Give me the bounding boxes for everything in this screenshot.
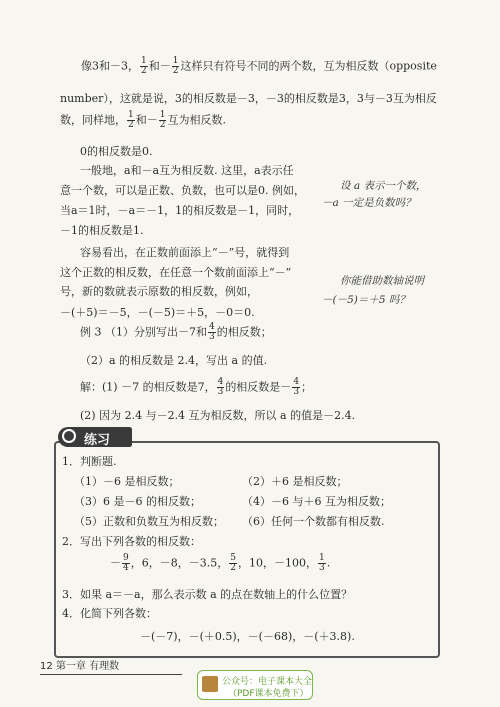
page-footer: 12 第一章 有理数 <box>40 661 120 672</box>
para2-line1: 一般地，a和－a互为相反数. 这里，a表示任 <box>80 164 294 177</box>
para3-line3: 号，新的数就表示原数的相反数，例如， <box>60 285 258 298</box>
exercise-q1: 1．判断题. <box>62 455 117 468</box>
fraction-den: 3 <box>318 563 325 573</box>
fraction <box>127 111 135 130</box>
side-note-2-line2: －(－5)＝＋5 吗？ <box>322 294 410 306</box>
equation-examples: －(＋5)＝－5，－(－5)＝＋5，－0＝0. <box>60 306 255 319</box>
side-note-2-line1: 你能借助数轴说明 <box>340 275 424 287</box>
text: 和－ <box>135 113 158 127</box>
side-note-1-line1: 设 a 表示一个数， <box>340 180 427 192</box>
watermark-line2: （PDF课本免费下） <box>228 689 309 699</box>
fraction-num: 1 <box>159 110 166 120</box>
exercise-item-3: （3）6 是－6 的相反数； <box>74 495 201 508</box>
fraction-den: 2 <box>172 66 179 76</box>
exercise-item-2: （2）＋6 是相反数； <box>242 475 348 488</box>
exercise-q4-list: －(－7)，－(＋0.5)，－(－68)，－(＋3.8). <box>140 630 355 643</box>
example3-part2: （2）a 的相反数是 2.4，写出 a 的值. <box>80 354 268 367</box>
fraction-num: 1 <box>128 110 134 120</box>
text: ； <box>301 380 313 394</box>
fraction-num: 5 <box>230 553 236 563</box>
exercise-q2-list <box>110 554 330 573</box>
fraction-den: 3 <box>293 387 300 397</box>
footer-rule <box>40 674 182 675</box>
fraction-num: 4 <box>217 377 224 387</box>
exercise-item-5: （5）正数和负数互为相反数； <box>74 515 224 528</box>
solution-part2: (2) 因为 2.4 与－2.4 互为相反数，所以 a 的值是－2.4. <box>80 409 356 422</box>
text: 例 3 （1）分别写出－7和 <box>80 325 207 339</box>
para3-line1: 容易看出，在正数前面添上“－”号，就得到 <box>80 246 290 259</box>
exercise-item-1: （1）－6 是相反数； <box>74 475 180 488</box>
side-note-1-line2: －a 一定是负数吗？ <box>322 197 416 209</box>
para1-line3 <box>60 111 226 130</box>
fraction-num: 4 <box>293 377 300 387</box>
fraction <box>318 554 326 573</box>
text: . <box>326 556 331 570</box>
text: 的相反数； <box>216 325 272 339</box>
fraction <box>229 554 237 573</box>
text: 像3和－3， <box>81 59 139 73</box>
exercise-q2: 2．写出下列各数的相反数： <box>62 535 201 548</box>
fraction-den: 4 <box>123 563 129 573</box>
fraction-den: 2 <box>230 563 236 573</box>
text: 的相反数是－ <box>225 380 292 394</box>
solution-part1 <box>80 378 312 397</box>
fraction-den: 3 <box>217 387 224 397</box>
fraction-num: 4 <box>209 322 215 332</box>
para1-line2: number），这就是说，3的相反数是－3，－3的相反数是3，3与－3互为相反 <box>60 92 437 105</box>
fraction-num: 1 <box>318 553 325 563</box>
exercise-item-4: （4）－6 与＋6 互为相反数； <box>242 495 391 508</box>
text: ，10，－100， <box>237 556 317 570</box>
text: － <box>110 556 121 570</box>
fraction <box>208 323 216 342</box>
fraction <box>140 57 148 76</box>
watermark-badge <box>197 670 313 700</box>
fraction <box>159 111 167 130</box>
fraction-den: 2 <box>128 120 134 130</box>
text: 解：(1) －7 的相反数是7， <box>80 380 216 394</box>
exercise-icon <box>62 429 76 443</box>
para2-line4: －1的相反数是1. <box>60 224 144 237</box>
fraction-num: 9 <box>123 553 129 563</box>
fraction-num: 1 <box>141 56 147 66</box>
fraction-den: 2 <box>141 66 147 76</box>
fraction-den: 3 <box>209 332 215 342</box>
watermark-logo-icon <box>202 676 218 692</box>
fraction-num: 1 <box>172 56 179 66</box>
text: 这样只有符号不同的两个数，互为相反数（opposite <box>180 59 437 73</box>
fraction <box>292 378 300 397</box>
zero-statement: 0的相反数是0. <box>80 145 153 158</box>
text: 互为相反数. <box>167 113 226 127</box>
exercise-title: 练习 <box>84 433 111 448</box>
text: 数，同样地， <box>60 113 126 127</box>
fraction <box>122 554 130 573</box>
exercise-label <box>58 427 132 447</box>
exercise-item-6: （6）任何一个数都有相反数. <box>242 515 385 528</box>
exercise-q4: 4．化简下列各数： <box>62 607 157 620</box>
para2-line2: 意一个数，可以是正数、负数，也可以是0. 例如， <box>60 184 305 197</box>
fraction-den: 2 <box>159 120 166 130</box>
fraction <box>172 57 180 76</box>
text: 和－ <box>148 59 171 73</box>
watermark-line1: 公众号：电子课本大全 <box>222 677 313 687</box>
text: ，6，－8，－3.5， <box>130 556 229 570</box>
fraction <box>217 378 225 397</box>
example3-part1 <box>80 323 272 342</box>
para3-line2: 这个正数的相反数，在任意一个数前面添上“－” <box>60 266 292 279</box>
para2-line3: 当a＝1时，－a＝－1，1的相反数是－1，同时， <box>60 204 300 217</box>
exercise-q3: 3．如果 a＝－a，那么表示数 a 的点在数轴上的什么位置？ <box>62 588 353 601</box>
para1-line1 <box>81 57 437 76</box>
